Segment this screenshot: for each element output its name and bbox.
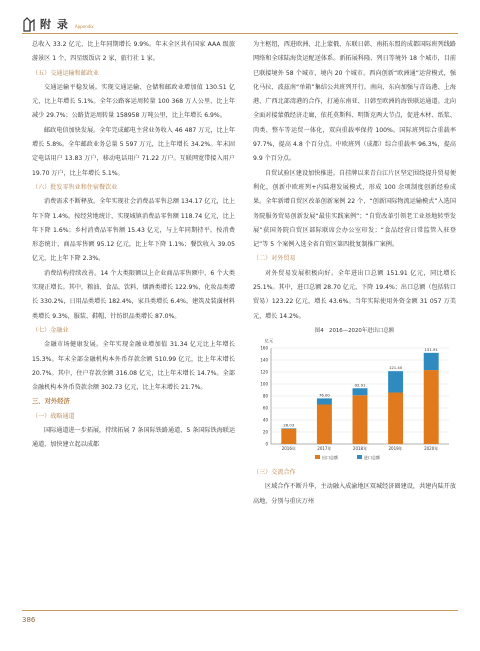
legend-label: 出口总额 xyxy=(322,454,338,460)
y-tick-label: 0 xyxy=(265,441,268,447)
paragraph: 对外贸易发展积极向好。全年进出口总额 151.91 亿元，同比增长 25.1%。其中，进口总额 28.70 亿元，下降 19.4%；出口总额（包括转口贸易）123.22 亿元，增长 43.6%。当年实际使用外资金额 31 057 万美元，增长 14.2%。 xyxy=(253,269,456,320)
paragraph: 金融市场健康发展。全年实现金融业增加值 31.34 亿元比上年增长 15.3%。年末全部金融机构本外币存款余额 510.99 亿元，比上年末增长 20.7%。其中，住户存款余额 316.08 亿元，比上年末增长 14.7%。全部金融机构本外币贷款余额 302.73 亿元，比上年末增长 21.7%。 xyxy=(32,341,235,392)
right-column-bottom xyxy=(253,466,456,509)
bar-export xyxy=(424,370,439,444)
paragraph: 消费需求不断释放。全年实现社会消费品零售总额 134.17 亿元，比上年下降 1.4%。按经营地统计，实现城镇消费品零售额 118.74 亿元，比上年下降 1.6%；乡村消费品零售额 15.43 亿元，与上年同期持平。按消费形态统计，商品零售额 95.12 亿元，比上年下降 1.1%；餐饮收入 39.05 亿元，比上年下降 2.3%。 xyxy=(32,198,235,263)
y-tick-label: 20 xyxy=(262,429,268,435)
bar-import xyxy=(353,388,368,395)
y-tick-label: 140 xyxy=(260,357,268,363)
header-rule xyxy=(22,33,458,34)
subsection-heading: （五）交通运输和邮政业 xyxy=(32,69,100,77)
x-tick-label: 2016年 xyxy=(281,445,296,451)
paragraph: 交通运输平稳发展。实现交通运输、仓储和邮政业增加值 130.51 亿元，比上年增长 5.1%。全年公路客运周转量 100 368 万人公里，比上年减少 29.7%；公路货运周转量 158958 万吨公里，比上年增长 6.9%。 xyxy=(32,83,235,120)
right-column xyxy=(253,38,456,509)
data-label: 26.03 xyxy=(283,422,295,428)
y-axis-label: 亿元 xyxy=(264,337,274,343)
footer-rule xyxy=(22,610,458,611)
paragraph: 区域合作不断升华，主动融入成渝地区双城经济圈建设，共建内陆开放高地，分别与重庆万州 xyxy=(253,483,456,505)
x-tick-label: 2017年 xyxy=(317,445,332,451)
paragraph: 总收入 33.2 亿元，比上年同期增长 9.9%。年末全区共有国家 AAA 级旅游景区 1 个，四星级饭店 2 家，旅行社 1 家。 xyxy=(32,41,235,63)
legend-swatch xyxy=(357,455,362,459)
legend-swatch xyxy=(315,455,320,459)
chart-canvas xyxy=(253,326,456,466)
page-number: 386 xyxy=(22,616,36,624)
bar-import xyxy=(424,353,439,370)
y-tick-label: 80 xyxy=(262,393,268,399)
data-label: 92.91 xyxy=(354,382,366,388)
bar-export xyxy=(317,404,332,443)
y-tick-label: 100 xyxy=(260,381,268,387)
bar-export xyxy=(353,395,368,444)
subsection-heading: （一）战略通道 xyxy=(32,412,75,420)
page-header xyxy=(22,14,94,32)
data-label: 151.91 xyxy=(424,346,438,352)
subsection-heading: （二）对外贸易 xyxy=(253,255,296,263)
data-label: 76.00 xyxy=(318,392,330,398)
trade-chart xyxy=(253,326,456,466)
subsection-heading: （六）批发零售业和住宿餐饮业 xyxy=(32,183,118,191)
paragraph: 邮政电信加快发展。全年完成邮电主营业务收入 46 487 万元，比上年增长 5.8%。全年邮政业务总量 5 597 万元，比上年增长 34.2%。年末固定电话用户 13.83 万户，移动电话用户 71.22 万户。互联网宽带接入用户 19.70 万户，比上年增长 5.1%。 xyxy=(32,126,235,177)
paragraph: 自贸试验区建设加快推进。自挂牌以来青白江片区坚定围绕提升贸易便利化，创新中欧班列+内陆港发展模式，形成 100 余项制度创新经验成果。全年新增自贸区改革创新案例 22 个，“创新国际物流运输模式”入选国务院服务贸易创新发展“最佳实践案例”；“自贸改革引领老工业基地转型发展”获国务院自贸区部际联席会办公室印发；“食品经营日常监管入驻登记”等 5 个案例入选全省自贸区第四批复制推广案例。 xyxy=(253,169,456,249)
logo-icon xyxy=(22,17,36,32)
x-tick-label: 2019年 xyxy=(388,445,403,451)
data-label: 121.40 xyxy=(388,365,403,371)
bar-import xyxy=(388,371,403,392)
bar-export xyxy=(281,429,296,444)
x-tick-label: 2020年 xyxy=(424,445,439,451)
legend-label: 进口总额 xyxy=(364,454,380,460)
header-subtitle: Appendix xyxy=(74,24,94,29)
paragraph: 国际通道进一步拓展，持续拓展 7 条国际铁路通道、5 条国际铁海联运通道，加快建立起以成都 xyxy=(32,427,235,449)
subsection-heading: （三）交流合作 xyxy=(253,468,296,476)
subsection-heading: （七）金融业 xyxy=(32,326,69,334)
paragraph: 为主枢纽，西进欧洲、北上蒙俄、东联日韩、南拓东盟的成都国际班列线路网络和全球陆海货运配送体系。新拓展科隆、列日等境外 18 个城市，目前已联接境外 58 个城市，境内 20 个城市。西向创新“欧洲通”运营模式，强化马拉、波兹南“单箱”集结公共班列开行。南向、东向加强与青岛港、上海港、广西北部湾港的合作，打通东南亚、日韩至欧洲的海铁联运通道。北向全面对接蒙俄经济走廊，依托莫斯科、明斯克两大节点，促进木材、纸浆、肉类、整车等运贸一体化，双向重载率保持 100%。国际班列综合重载率 97.7%，提高 4.8 个百分点。中欧班列（成都）综合重载率 96.3%，提高 9.9 个百分点。 xyxy=(253,41,456,163)
x-tick-label: 2018年 xyxy=(352,445,368,451)
paragraph: 消费结构持续改善。14 个大类限额以上企业商品零售额中，6 个大类实现正增长。其中，粮油、食品、饮料、烟酒类增长 122.9%，化妆品类增长 330.2%，日用品类增长 182.4%，家具类增长 6.4%，建筑及装潢材料类增长 9.3%，服装、鞋帽、针纺织品类增长 87.0%。 xyxy=(32,269,235,320)
y-tick-label: 120 xyxy=(260,369,268,375)
y-tick-label: 60 xyxy=(262,405,268,411)
y-tick-label: 160 xyxy=(260,345,268,351)
section-heading: 三、对外经济 xyxy=(32,398,70,406)
bar-import xyxy=(317,398,332,404)
left-column xyxy=(32,38,235,453)
bar-import xyxy=(281,428,296,429)
chart-title: 图4 2016—2020年进出口总额 xyxy=(314,327,395,334)
header-title: 附 录 xyxy=(40,18,69,31)
bar-export xyxy=(388,392,403,443)
y-tick-label: 40 xyxy=(262,417,268,423)
right-column-top xyxy=(253,38,456,324)
